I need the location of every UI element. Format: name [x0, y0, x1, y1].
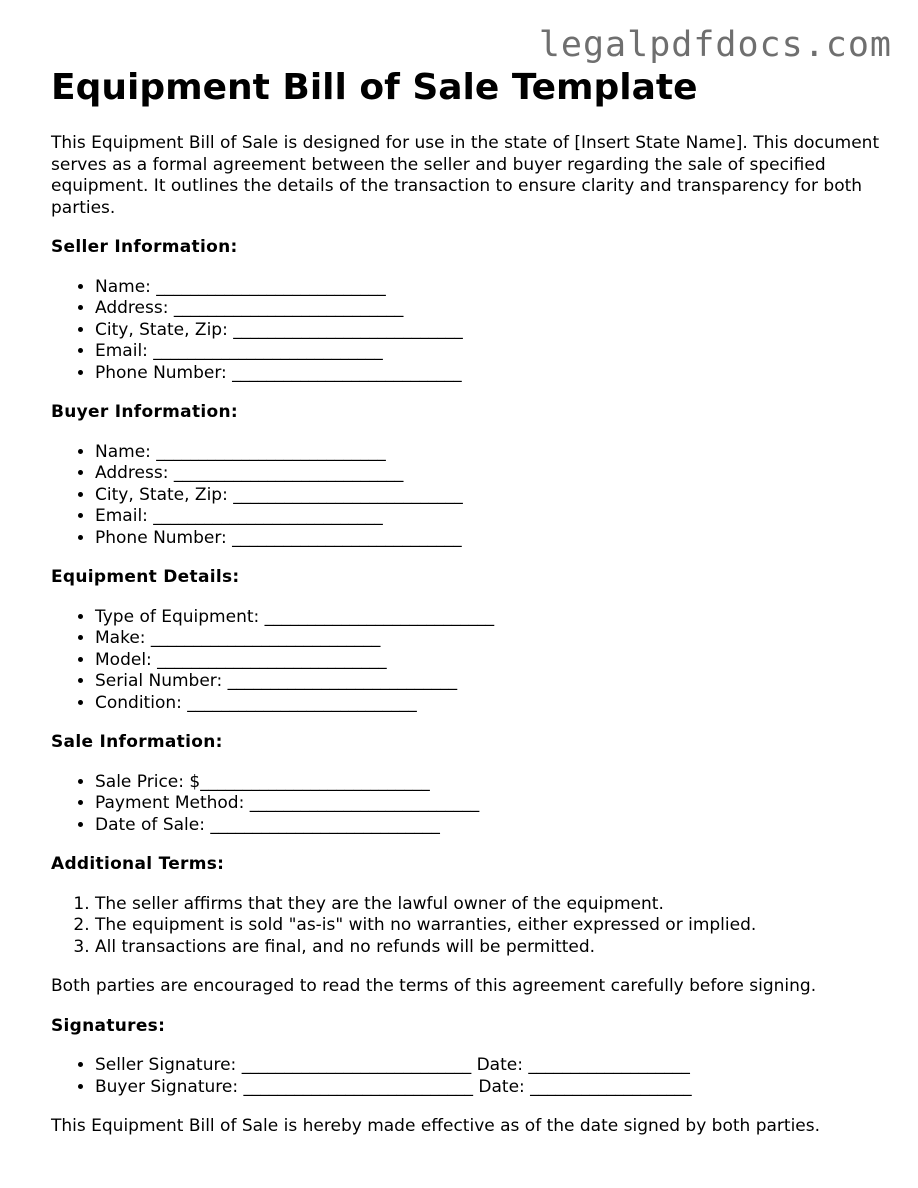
- sale-price-field: • Sale Price: $___________________________: [95, 772, 881, 794]
- terms-list: [51, 894, 881, 959]
- page-title: Equipment Bill of Sale Template: [51, 67, 698, 108]
- seller-name-field: • Name: ___________________________: [95, 277, 881, 299]
- term-item: 2. The equipment is sold "as-is" with no warranties, either expressed or implied.: [95, 915, 881, 937]
- buyer-city-field: • City, State, Zip: ___________________________: [95, 485, 881, 507]
- buyer-heading: Buyer Information:: [51, 402, 238, 422]
- seller-address-field: • Address: ___________________________: [95, 298, 881, 320]
- equipment-type-field: • Type of Equipment: ___________________________: [95, 607, 881, 629]
- watermark-logo: legalpdfdocs.com: [538, 25, 892, 65]
- sale-heading: Sale Information:: [51, 732, 223, 752]
- equipment-model-field: • Model: ___________________________: [95, 650, 881, 672]
- intro-paragraph: This Equipment Bill of Sale is designed for use in the state of [Insert State Name]. This document serves as a formal agreement between the seller and buyer regarding the sale of specified equipment. It outlines the details of the transaction to ensure clarity and transparency for both parties.: [51, 133, 880, 218]
- equipment-heading: Equipment Details:: [51, 567, 240, 587]
- seller-city-field: • City, State, Zip: ___________________________: [95, 320, 881, 342]
- sale-list: [51, 772, 881, 837]
- buyer-phone-field: • Phone Number: ___________________________: [95, 528, 881, 550]
- closing-paragraph: This Equipment Bill of Sale is hereby made effective as of the date signed by both parties.: [51, 1116, 821, 1136]
- buyer-signature-field: • Buyer Signature: ___________________________ Date: ___________________: [95, 1077, 881, 1099]
- seller-email-field: • Email: ___________________________: [95, 341, 881, 363]
- buyer-email-field: • Email: ___________________________: [95, 506, 881, 528]
- seller-heading: Seller Information:: [51, 237, 238, 257]
- document-page: [51, 64, 881, 1138]
- encourage-paragraph: Both parties are encouraged to read the terms of this agreement carefully before signing.: [51, 976, 817, 996]
- sale-date-field: • Date of Sale: ___________________________: [95, 815, 881, 837]
- equipment-make-field: • Make: ___________________________: [95, 628, 881, 650]
- equipment-condition-field: • Condition: ___________________________: [95, 693, 881, 715]
- terms-heading: Additional Terms:: [51, 854, 225, 874]
- buyer-address-field: • Address: ___________________________: [95, 463, 881, 485]
- signatures-list: [51, 1055, 881, 1098]
- equipment-serial-field: • Serial Number: ___________________________: [95, 671, 881, 693]
- payment-method-field: • Payment Method: ___________________________: [95, 793, 881, 815]
- seller-signature-field: • Seller Signature: ___________________________ Date: ___________________: [95, 1055, 881, 1077]
- buyer-name-field: • Name: ___________________________: [95, 442, 881, 464]
- term-item: 1. The seller affirms that they are the lawful owner of the equipment.: [95, 894, 881, 916]
- equipment-list: [51, 607, 881, 715]
- seller-phone-field: • Phone Number: ___________________________: [95, 363, 881, 385]
- seller-list: [51, 277, 881, 385]
- buyer-list: [51, 442, 881, 550]
- term-item: 3. All transactions are final, and no refunds will be permitted.: [95, 937, 881, 959]
- signatures-heading: Signatures:: [51, 1015, 166, 1036]
